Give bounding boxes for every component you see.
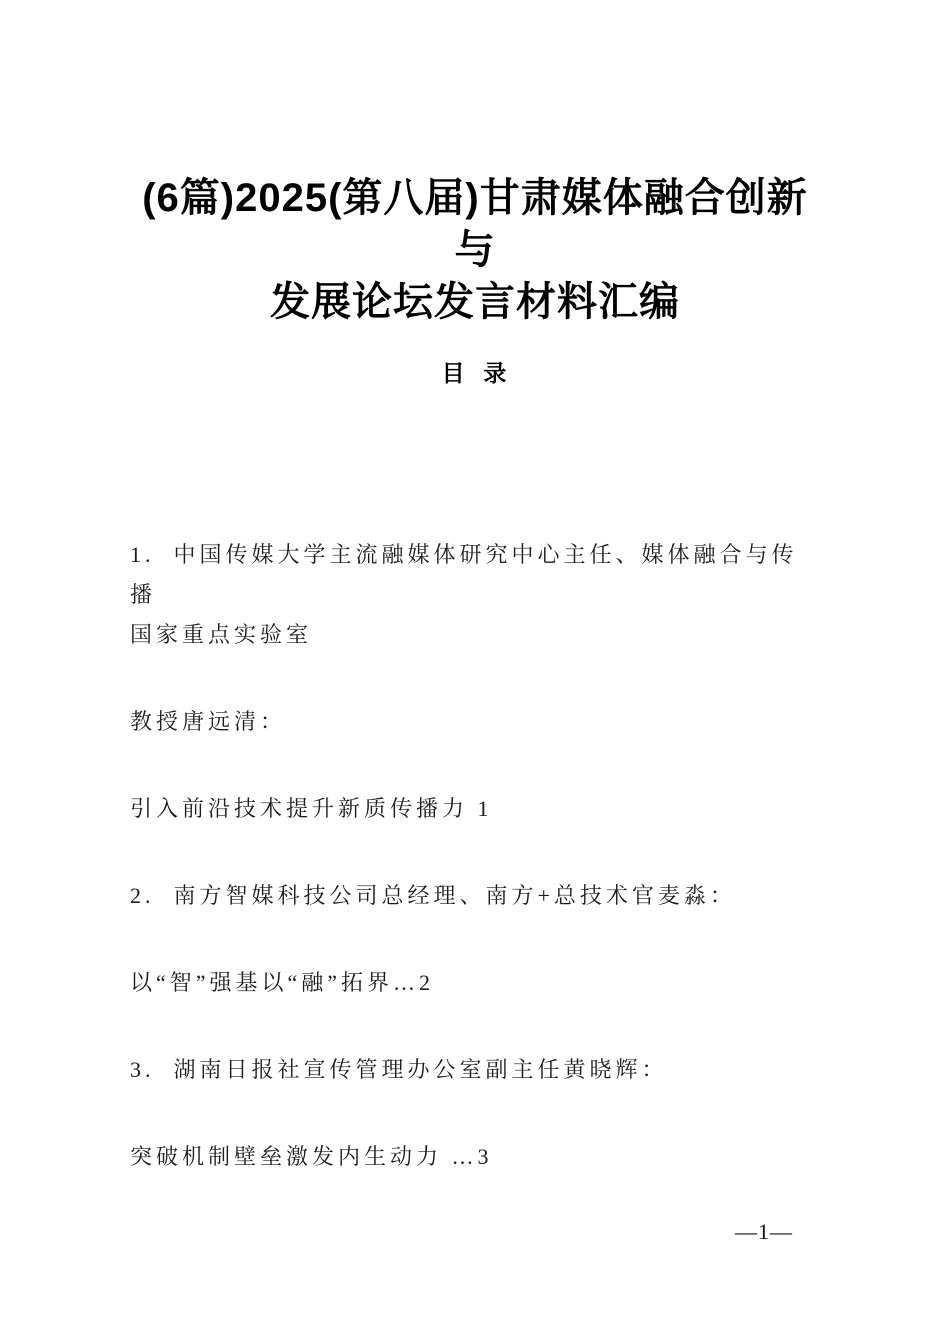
document-title-line1: (6篇)2025(第八届)甘肃媒体融合创新与	[142, 176, 808, 272]
toc-entry-1-heading-line2: 国家重点实验室	[130, 622, 313, 647]
toc-entry-3-talk-title: 突破机制壁垒激发内生动力 …3	[130, 1144, 493, 1169]
toc-entry-2	[130, 876, 820, 1003]
toc-heading: 目 录	[441, 360, 509, 386]
toc-list	[130, 535, 820, 1177]
document-title-line2: 发展论坛发言材料汇编	[270, 280, 680, 324]
toc-entry-2-heading: 2. 南方智媒科技公司总经理、南方+总技术官麦淼：	[130, 883, 736, 908]
document-title	[130, 172, 820, 328]
toc-entry-1-heading-line1: 1. 中国传媒大学主流融媒体研究中心主任、媒体融合与传播	[130, 542, 798, 607]
toc-entry-1	[130, 535, 820, 829]
toc-entry-1-speaker: 教授唐远清：	[130, 709, 287, 734]
page-number: —1—	[735, 1219, 793, 1244]
toc-entry-3	[130, 1050, 820, 1177]
toc-entry-3-heading: 3. 湖南日报社宣传管理办公室副主任黄晓辉：	[130, 1057, 668, 1082]
toc-entry-1-talk-title: 引入前沿技术提升新质传播力 1	[130, 796, 493, 821]
toc-entry-2-talk-title: 以“智”强基以“融”拓界…2	[130, 970, 435, 995]
